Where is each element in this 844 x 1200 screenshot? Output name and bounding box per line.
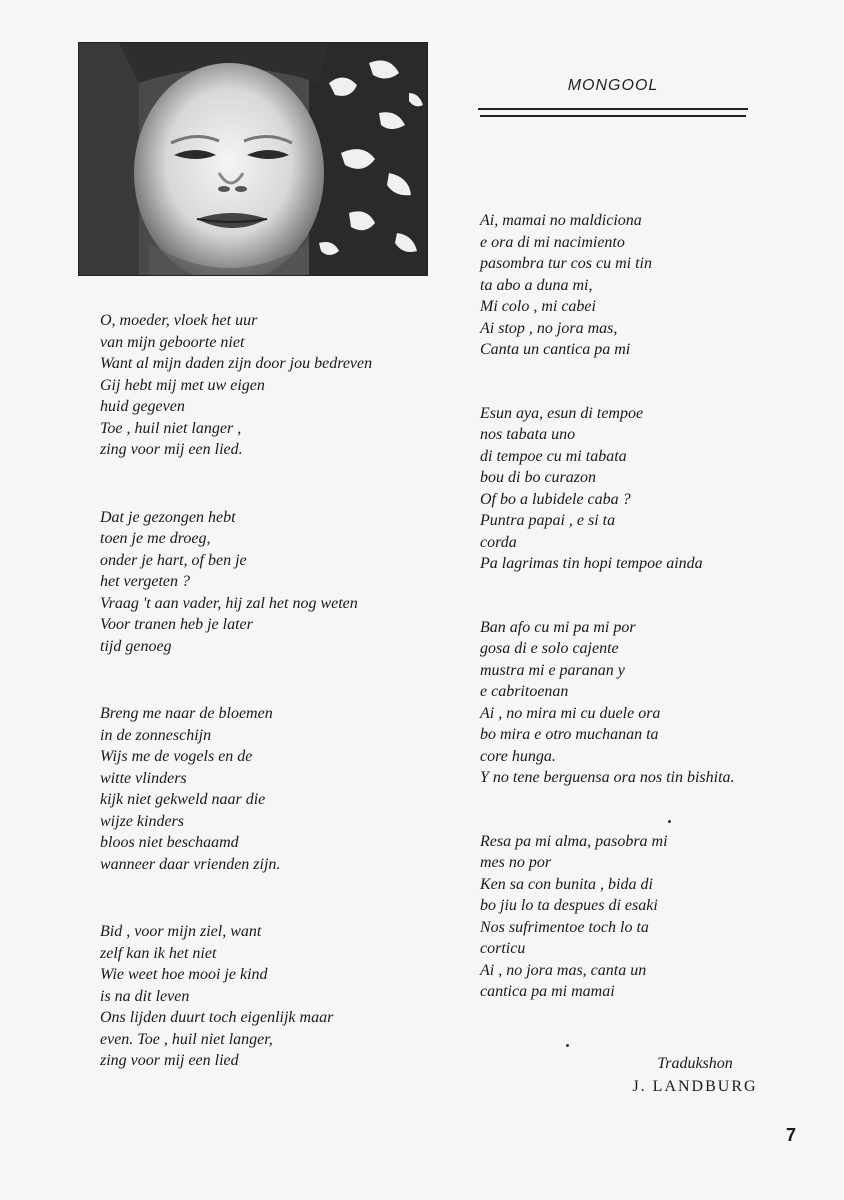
poem-line: witte vlinders (100, 769, 187, 787)
poem-line: Vraag 't aan vader, hij zal het nog weten (100, 594, 358, 612)
poem-line: Esun aya, esun di tempoe (480, 404, 644, 422)
stanza (100, 703, 440, 875)
poem-line: O, moeder, vloek het uur (100, 312, 258, 329)
poem-line: Of bo a lubidele caba ? (480, 490, 631, 508)
title-rule-top (478, 108, 748, 110)
stanza (100, 310, 440, 461)
poem-line: mes no por (480, 854, 552, 871)
poem-line: onder je hart, of ben je (100, 551, 247, 569)
poem-line: corda (480, 533, 517, 551)
stray-dot (566, 1044, 569, 1047)
poem-line: bo mira e otro muchanan ta (480, 726, 659, 743)
poem-line: bou di bo curazon (480, 469, 596, 486)
poem-line: van mijn geboorte niet (100, 333, 245, 351)
stanza (100, 507, 440, 658)
poem-line: corticu (480, 940, 526, 957)
poem-line: Want al mijn daden zijn door jou bedreven (100, 355, 373, 372)
poem-line: di tempoe cu mi tabata (480, 447, 627, 465)
stanza (100, 921, 440, 1072)
page-number: 7 (786, 1125, 797, 1145)
poem-line: kijk niet gekweld naar die (100, 791, 266, 808)
poem-line: Y no tene berguensa ora nos tin bishita. (480, 769, 735, 786)
poem-line: Ai , no mira mi cu duele ora (480, 704, 661, 722)
dutch-poem (100, 310, 440, 1072)
poem-line: e ora di mi nacimiento (480, 233, 625, 251)
credit-name: J. LANDBURG (632, 1078, 758, 1095)
poem-line: pasombra tur cos cu mi tin (480, 255, 652, 272)
poem-line: Puntra papai , e si ta (480, 512, 616, 529)
poem-line: Breng me naar de bloemen (100, 705, 273, 722)
poem-line: gosa di e solo cajente (480, 640, 619, 657)
poem-line: Ken sa con bunita , bida di (480, 875, 653, 893)
poem-line: Nos sufrimentoe toch lo ta (480, 918, 649, 936)
poem-line: cantica pa mi mamai (480, 983, 615, 1000)
poem-line: Mi colo , mi cabei (480, 298, 596, 315)
poem-line: wijze kinders (100, 812, 184, 830)
title-rule-bottom (480, 115, 746, 117)
poem-line: zing voor mij een lied (100, 1052, 239, 1069)
poem-line: toen je me droeg, (100, 530, 211, 547)
poem-line: Wijs me de vogels en de (100, 748, 253, 765)
stray-dot (668, 820, 671, 823)
poem-line: wanneer daar vrienden zijn. (100, 855, 281, 873)
poem-line: huid gegeven (100, 398, 185, 415)
poem-line: even. Toe , huil niet langer, (100, 1030, 273, 1048)
poem-line: bo jiu lo ta despues di esaki (480, 897, 658, 914)
poem-line: tijd genoeg (100, 637, 172, 655)
poem-line: Ons lijden duurt toch eigenlijk maar (100, 1009, 334, 1026)
translation-credit (590, 1052, 800, 1098)
poem-line: zing voor mij een lied. (100, 441, 243, 458)
poem-line: Resa pa mi alma, pasobra mi (480, 832, 668, 850)
poem-line: Ban afo cu mi pa mi por (480, 618, 636, 636)
stanza (480, 831, 810, 1003)
poem-line: Pa lagrimas tin hopi tempoe ainda (480, 555, 703, 572)
poem-line: bloos niet beschaamd (100, 834, 239, 851)
papiamento-poem (480, 210, 810, 1003)
poem-line: Bid , voor mijn ziel, want (100, 923, 262, 940)
poem-line: Ai , no jora mas, canta un (480, 961, 647, 979)
stanza (480, 210, 810, 361)
poem-line: mustra mi e paranan y (480, 661, 625, 679)
stanza (480, 403, 810, 575)
poem-line: Dat je gezongen hebt (100, 508, 236, 526)
poem-line: Voor tranen heb je later (100, 616, 253, 633)
portrait-photo (78, 42, 428, 276)
credit-role: Tradukshon (657, 1055, 733, 1072)
poem-line: Ai, mamai no maldiciona (480, 212, 642, 229)
poem-line: e cabritoenan (480, 683, 569, 700)
portrait-image (79, 43, 427, 275)
poem-line: ta abo a duna mi, (480, 276, 593, 294)
poem-line: is na dit leven (100, 987, 190, 1005)
poem-line: nos tabata uno (480, 426, 576, 443)
poem-line: zelf kan ik het niet (100, 944, 217, 962)
poem-line: het vergeten ? (100, 573, 191, 590)
poem-line: core hunga. (480, 747, 556, 765)
stanza (480, 617, 810, 789)
poem-line: Wie weet hoe mooi je kind (100, 966, 268, 983)
poem-line: Toe , huil niet langer , (100, 419, 242, 437)
poem-line: in de zonneschijn (100, 726, 212, 744)
poem-title: MONGOOL (567, 77, 659, 94)
poem-line: Gij hebt mij met uw eigen (100, 376, 265, 394)
poem-line: Canta un cantica pa mi (480, 341, 631, 358)
poem-line: Ai stop , no jora mas, (480, 319, 618, 337)
